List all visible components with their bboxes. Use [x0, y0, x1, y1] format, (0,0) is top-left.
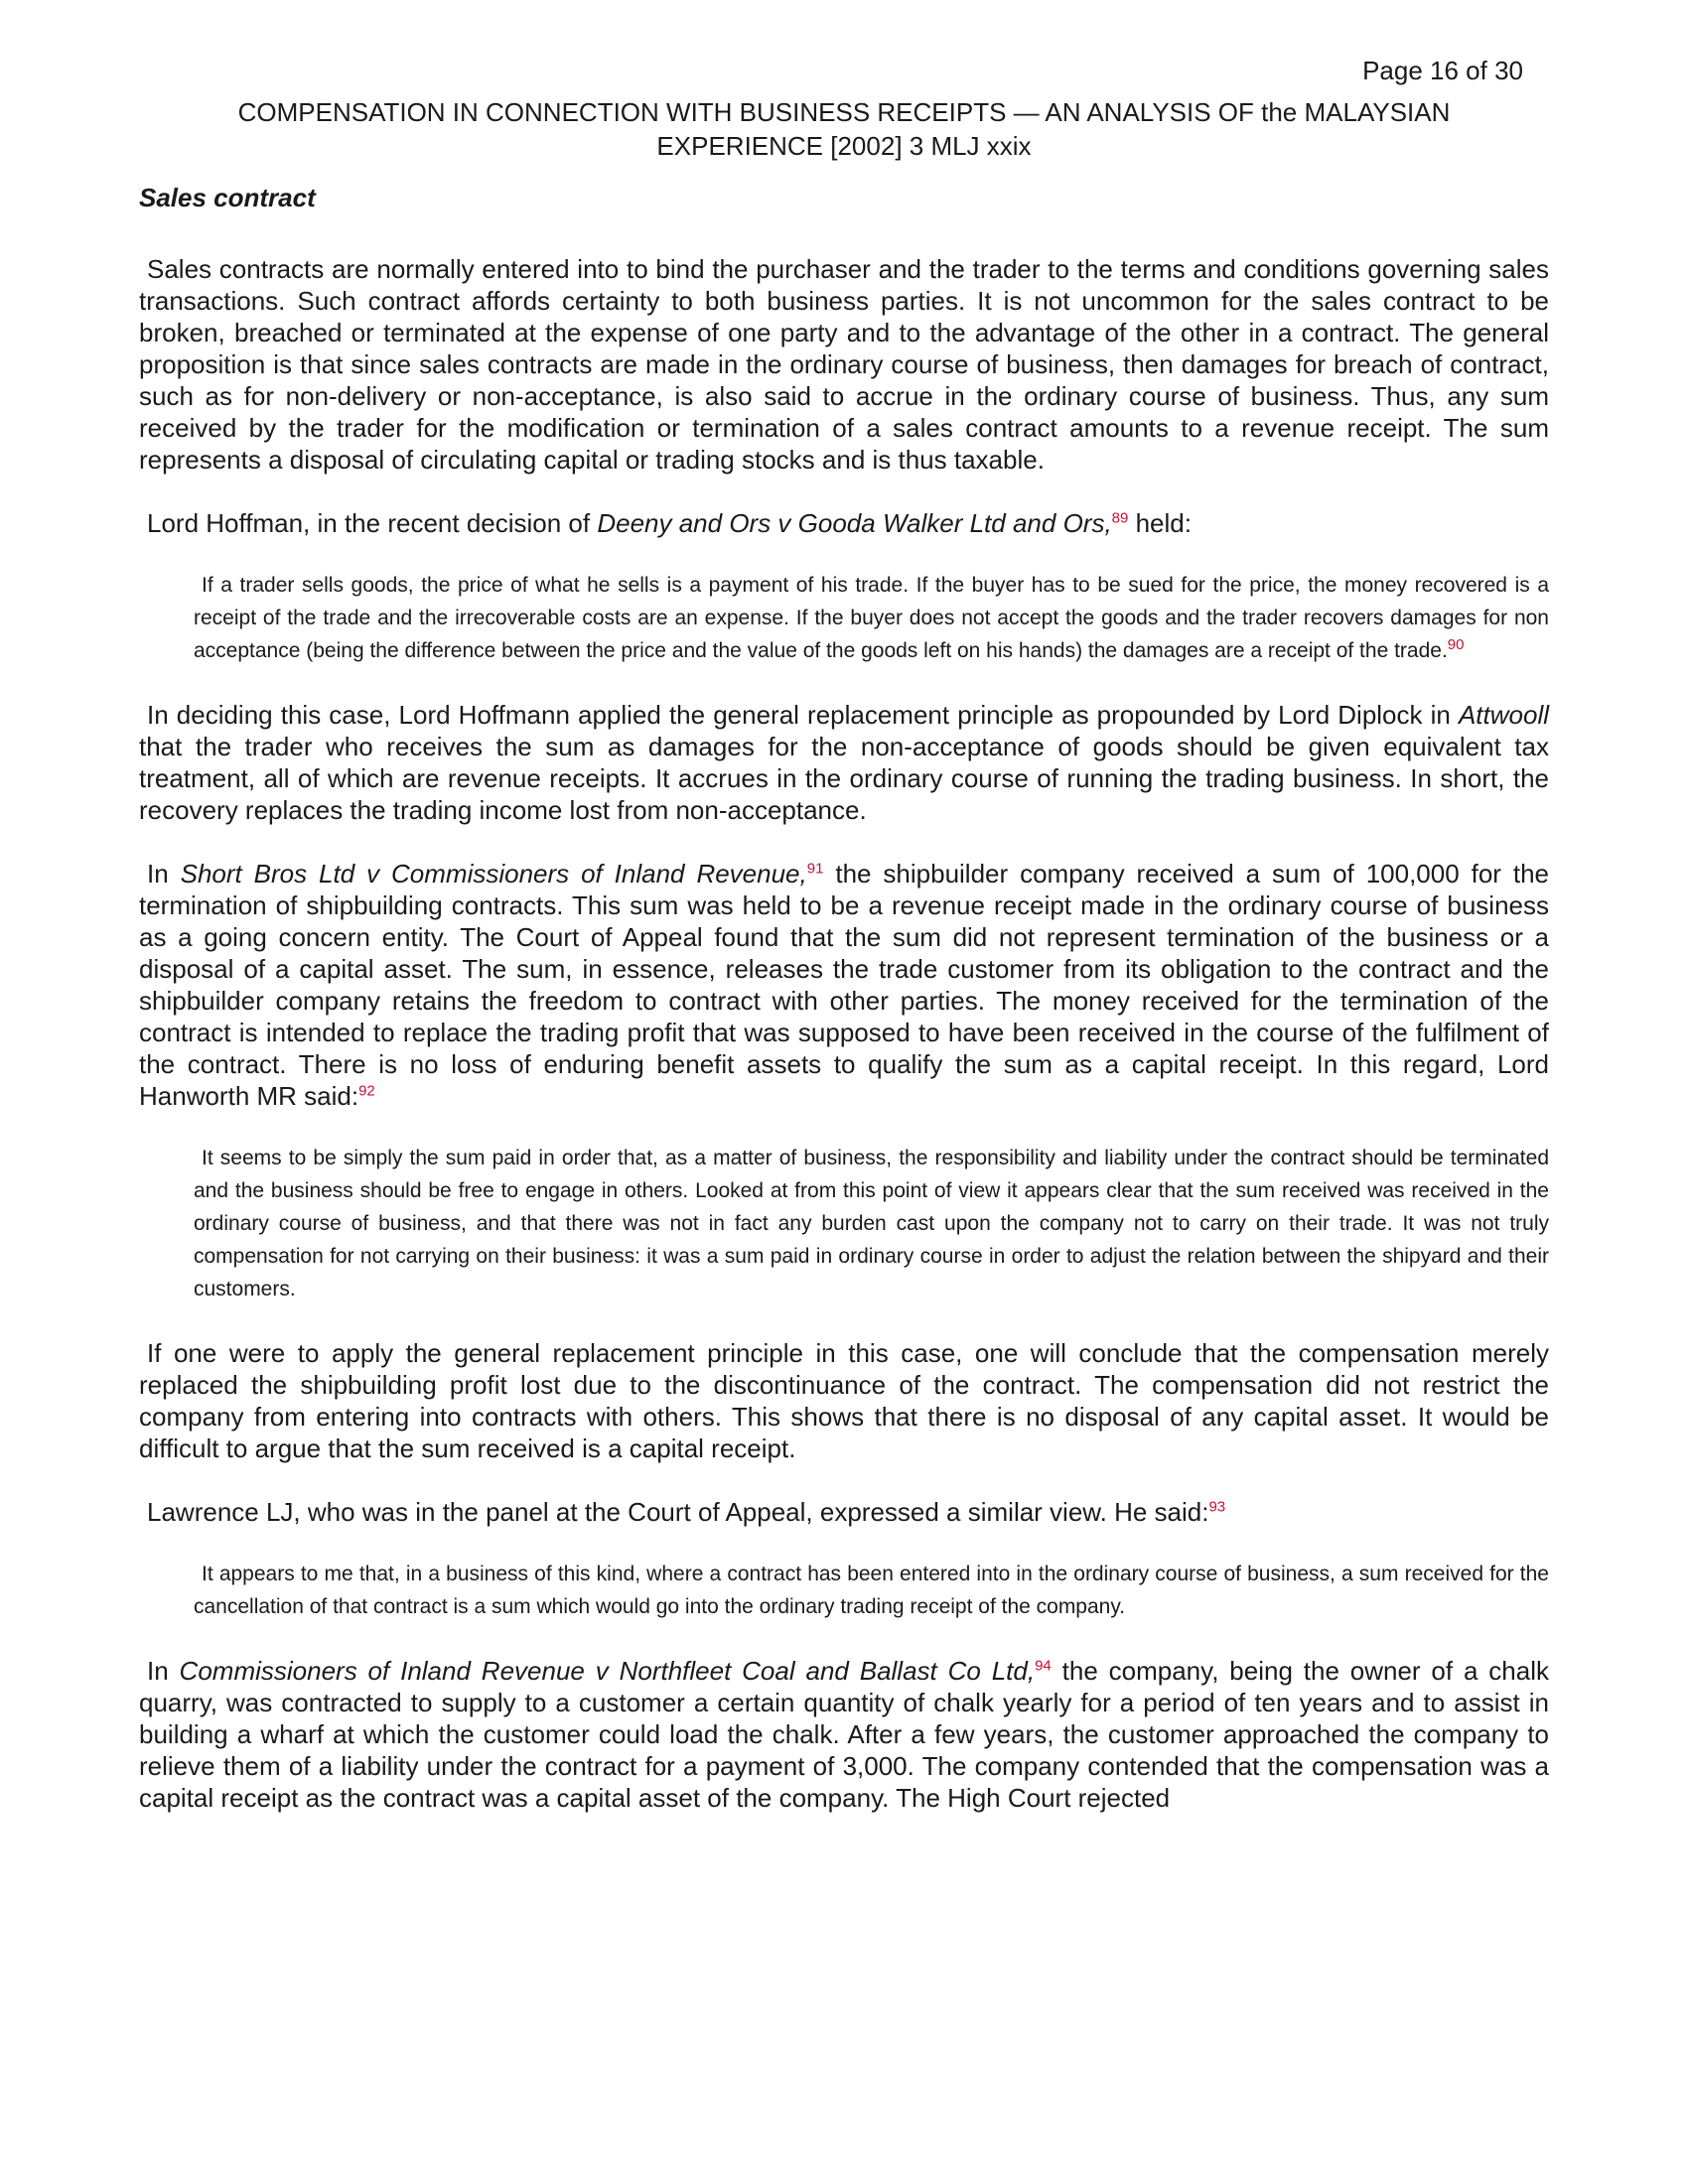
- case-name-short-bros: Short Bros Ltd v Commissioners of Inland Revenue,: [180, 859, 807, 888]
- paragraph-7-text-before: In: [147, 1656, 180, 1686]
- running-header: [139, 95, 1549, 163]
- paragraph-2: [139, 507, 1549, 539]
- footnote-ref-94[interactable]: 94: [1035, 1657, 1052, 1675]
- paragraph-7-text-after: the company, being the owner of a chalk quarry, was contracted to supply to a customer a certain quantity of chalk yearly for a period of ten years and to assist in building a wharf at which the customer could load the chalk. After a few years, the customer approached the company to relieve them of a liability under the contract for a payment of 3,000. The company contended that the compensation was a capital receipt as the contract was a capital asset of the company. The High Court rejected: [139, 1656, 1549, 1813]
- paragraph-5: If one were to apply the general replacement principle in this case, one will conclude that the compensation merely replaced the shipbuilding profit lost due to the discontinuance of the contract. The compensation did not restrict the company from entering into contracts with others. This shows that there is no disposal of any capital asset. It would be difficult to argue that the sum received is a capital receipt.: [139, 1338, 1549, 1463]
- paragraph-1: Sales contracts are normally entered into to bind the purchaser and the trader to the terms and conditions governing sales transactions. Such contract affords certainty to both business parties. It is not uncommon for the sales contract to be broken, breached or terminated at the expense of one party and to the advantage of the other in a contract. The general proposition is that since sales contracts are made in the ordinary course of business, then damages for breach of contract, such as for non-delivery or non-acceptance, is also said to accrue in the ordinary course of business. Thus, any sum received by the trader for the modification or termination of a sales contract amounts to a revenue receipt. The sum represents a disposal of circulating capital or trading stocks and is thus taxable.: [139, 254, 1549, 475]
- paragraph-6: [139, 1496, 1549, 1528]
- paragraph-2-text-before: Lord Hoffman, in the recent decision of: [147, 508, 598, 538]
- paragraph-3: [139, 699, 1549, 826]
- paragraph-2-text-after: held:: [1128, 508, 1192, 538]
- footnote-ref-92[interactable]: 92: [358, 1082, 375, 1100]
- body-content: [139, 183, 1549, 1845]
- quote-1: [194, 569, 1549, 667]
- case-name-deeny: Deeny and Ors v Gooda Walker Ltd and Ors,: [597, 508, 1112, 538]
- section-title: Sales contract: [139, 183, 316, 212]
- quote-1-text: If a trader sells goods, the price of what he sells is a payment of his trade. If the buyer has to be sued for the price, the money recovered is a receipt of the trade and the irrecoverable costs are an expense. If the buyer does not accept the goods and the trader recovers damages for non acceptance (being the difference between the price and the value of the goods left on his hands) the damages are a receipt of the trade.: [194, 574, 1549, 662]
- quote-2: It seems to be simply the sum paid in order that, as a matter of business, the responsibility and liability under the contract should be terminated and the business should be free to engage in others. Looked at from this point of view it appears clear that the sum received was received in the ordinary course of business, and that there was not in fact any burden cast upon the company not to carry on their trade. It was not truly compensation for not carrying on their business: it was a sum paid in ordinary course in order to adjust the relation between the shipyard and their customers.: [194, 1147, 1549, 1300]
- case-name-northfleet: Commissioners of Inland Revenue v Northfleet Coal and Ballast Co Ltd,: [179, 1656, 1036, 1686]
- paragraph-6-text: Lawrence LJ, who was in the panel at the Court of Appeal, expressed a similar view. He said:: [147, 1497, 1209, 1527]
- paragraph-7: [139, 1655, 1549, 1814]
- page-number: Page 16 of 30: [1362, 56, 1523, 85]
- footnote-ref-93[interactable]: 93: [1208, 1498, 1226, 1516]
- header-line-1: COMPENSATION IN CONNECTION WITH BUSINESS RECEIPTS — AN ANALYSIS OF the MALAYSIAN: [237, 97, 1451, 127]
- paragraph-3-text-after: that the trader who receives the sum as damages for the non-acceptance of goods should be given equivalent tax treatment, all of which are revenue receipts. It accrues in the ordinary course of running the trading business. In short, the recovery replaces the trading income lost from non-acceptance.: [139, 732, 1549, 825]
- paragraph-4: [139, 858, 1549, 1112]
- paragraph-4-text-after: the shipbuilder company received a sum of 100,000 for the termination of shipbuilding contracts. This sum was held to be a revenue receipt made in the ordinary course of business as a going concern entity. The Court of Appeal found that the sum did not represent termination of the business or a disposal of a capital asset. The sum, in essence, releases the trade customer from its obligation to the contract and the shipbuilder company retains the freedom to contract with other parties. The money received for the termination of the contract is intended to replace the trading profit that was supposed to have been received in the course of the fulfilment of the contract. There is no loss of enduring benefit assets to qualify the sum as a capital receipt. In this regard, Lord Hanworth MR said:: [139, 859, 1549, 1111]
- footnote-ref-91[interactable]: 91: [806, 860, 824, 878]
- footnote-ref-89[interactable]: 89: [1111, 509, 1129, 527]
- footnote-ref-90[interactable]: 90: [1447, 636, 1465, 653]
- header-line-2: EXPERIENCE [2002] 3 MLJ xxix: [656, 131, 1032, 161]
- quote-3: It appears to me that, in a business of this kind, where a contract has been entered into in the ordinary course of business, a sum received for the cancellation of that contract is a sum which would go into the ordinary trading receipt of the company.: [194, 1563, 1549, 1618]
- case-name-attwooll: Attwooll: [1458, 700, 1549, 730]
- paragraph-3-text-before: In deciding this case, Lord Hoffmann applied the general replacement principle as propounded by Lord Diplock in: [147, 700, 1459, 730]
- paragraph-4-text-before: In: [147, 859, 181, 888]
